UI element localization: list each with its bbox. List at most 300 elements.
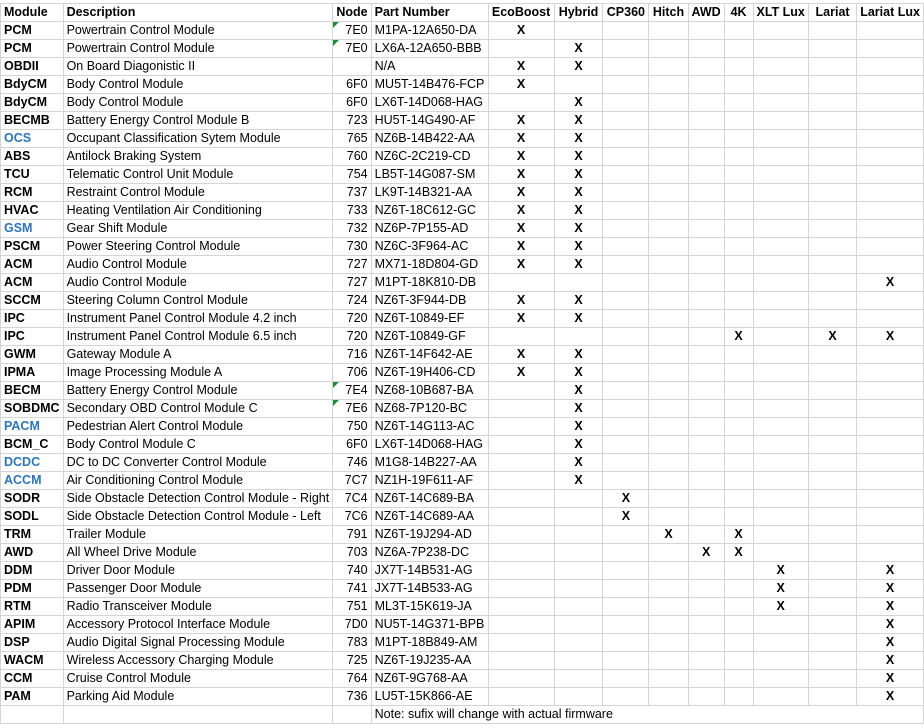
part-number-cell[interactable] bbox=[371, 562, 488, 580]
module-cell[interactable] bbox=[1, 652, 64, 670]
node-cell[interactable] bbox=[333, 112, 371, 130]
description-cell[interactable] bbox=[63, 238, 333, 256]
hybrid-cell[interactable] bbox=[554, 652, 603, 670]
ecoboost-cell[interactable] bbox=[488, 22, 554, 40]
hybrid-cell[interactable] bbox=[554, 130, 603, 148]
cp360-cell[interactable] bbox=[603, 274, 649, 292]
hybrid-cell[interactable] bbox=[554, 400, 603, 418]
node-cell[interactable] bbox=[333, 580, 371, 598]
part-number-cell[interactable] bbox=[371, 112, 488, 130]
description-cell[interactable] bbox=[63, 130, 333, 148]
lariat-lux-cell[interactable] bbox=[857, 166, 924, 184]
cp360-cell[interactable] bbox=[603, 688, 649, 706]
column-header-description[interactable]: Description bbox=[63, 4, 333, 22]
node-cell[interactable] bbox=[333, 202, 371, 220]
xlt-lux-cell[interactable] bbox=[753, 364, 808, 382]
4k-cell[interactable] bbox=[724, 130, 753, 148]
4k-cell[interactable] bbox=[724, 472, 753, 490]
hybrid-cell[interactable] bbox=[554, 454, 603, 472]
awd-cell[interactable] bbox=[688, 652, 724, 670]
part-number-cell[interactable] bbox=[371, 508, 488, 526]
xlt-lux-cell[interactable] bbox=[753, 256, 808, 274]
ecoboost-cell[interactable] bbox=[488, 220, 554, 238]
lariat-cell[interactable] bbox=[808, 634, 856, 652]
ecoboost-cell[interactable] bbox=[488, 562, 554, 580]
module-cell[interactable] bbox=[1, 184, 64, 202]
cp360-cell[interactable] bbox=[603, 526, 649, 544]
empty-cell[interactable] bbox=[333, 706, 371, 724]
description-cell[interactable] bbox=[63, 544, 333, 562]
module-cell[interactable] bbox=[1, 22, 64, 40]
hitch-cell[interactable] bbox=[649, 328, 688, 346]
node-cell[interactable] bbox=[333, 274, 371, 292]
node-cell[interactable] bbox=[333, 508, 371, 526]
awd-cell[interactable] bbox=[688, 256, 724, 274]
hitch-cell[interactable] bbox=[649, 94, 688, 112]
hitch-cell[interactable] bbox=[649, 238, 688, 256]
lariat-lux-cell[interactable] bbox=[857, 436, 924, 454]
node-cell[interactable] bbox=[333, 634, 371, 652]
awd-cell[interactable] bbox=[688, 148, 724, 166]
description-cell[interactable] bbox=[63, 148, 333, 166]
hybrid-cell[interactable] bbox=[554, 148, 603, 166]
4k-cell[interactable] bbox=[724, 652, 753, 670]
hitch-cell[interactable] bbox=[649, 526, 688, 544]
cp360-cell[interactable] bbox=[603, 634, 649, 652]
lariat-lux-cell[interactable] bbox=[857, 184, 924, 202]
column-header-xlt-lux[interactable]: XLT Lux bbox=[753, 4, 808, 22]
ecoboost-cell[interactable] bbox=[488, 202, 554, 220]
lariat-cell[interactable] bbox=[808, 670, 856, 688]
cp360-cell[interactable] bbox=[603, 202, 649, 220]
module-cell[interactable] bbox=[1, 76, 64, 94]
description-cell[interactable] bbox=[63, 220, 333, 238]
part-number-cell[interactable] bbox=[371, 400, 488, 418]
description-cell[interactable] bbox=[63, 346, 333, 364]
node-cell[interactable] bbox=[333, 562, 371, 580]
4k-cell[interactable] bbox=[724, 328, 753, 346]
node-cell[interactable] bbox=[333, 490, 371, 508]
hitch-cell[interactable] bbox=[649, 418, 688, 436]
awd-cell[interactable] bbox=[688, 112, 724, 130]
xlt-lux-cell[interactable] bbox=[753, 40, 808, 58]
column-header-cp360[interactable]: CP360 bbox=[603, 4, 649, 22]
part-number-cell[interactable] bbox=[371, 454, 488, 472]
lariat-cell[interactable] bbox=[808, 40, 856, 58]
lariat-cell[interactable] bbox=[808, 346, 856, 364]
ecoboost-cell[interactable] bbox=[488, 382, 554, 400]
column-header-module[interactable]: Module bbox=[1, 4, 64, 22]
part-number-cell[interactable] bbox=[371, 256, 488, 274]
ecoboost-cell[interactable] bbox=[488, 364, 554, 382]
xlt-lux-cell[interactable] bbox=[753, 508, 808, 526]
lariat-cell[interactable] bbox=[808, 76, 856, 94]
4k-cell[interactable] bbox=[724, 598, 753, 616]
lariat-cell[interactable] bbox=[808, 400, 856, 418]
module-cell[interactable] bbox=[1, 634, 64, 652]
lariat-lux-cell[interactable] bbox=[857, 634, 924, 652]
hybrid-cell[interactable] bbox=[554, 526, 603, 544]
xlt-lux-cell[interactable] bbox=[753, 652, 808, 670]
module-cell[interactable] bbox=[1, 364, 64, 382]
lariat-lux-cell[interactable] bbox=[857, 292, 924, 310]
hybrid-cell[interactable] bbox=[554, 382, 603, 400]
lariat-cell[interactable] bbox=[808, 562, 856, 580]
awd-cell[interactable] bbox=[688, 436, 724, 454]
node-cell[interactable] bbox=[333, 58, 371, 76]
4k-cell[interactable] bbox=[724, 544, 753, 562]
cp360-cell[interactable] bbox=[603, 436, 649, 454]
lariat-cell[interactable] bbox=[808, 22, 856, 40]
hybrid-cell[interactable] bbox=[554, 544, 603, 562]
4k-cell[interactable] bbox=[724, 418, 753, 436]
column-header-hybrid[interactable]: Hybrid bbox=[554, 4, 603, 22]
ecoboost-cell[interactable] bbox=[488, 634, 554, 652]
node-cell[interactable] bbox=[333, 40, 371, 58]
node-cell[interactable] bbox=[333, 688, 371, 706]
part-number-cell[interactable] bbox=[371, 616, 488, 634]
lariat-lux-cell[interactable] bbox=[857, 472, 924, 490]
cp360-cell[interactable] bbox=[603, 670, 649, 688]
awd-cell[interactable] bbox=[688, 580, 724, 598]
hitch-cell[interactable] bbox=[649, 490, 688, 508]
4k-cell[interactable] bbox=[724, 436, 753, 454]
ecoboost-cell[interactable] bbox=[488, 418, 554, 436]
ecoboost-cell[interactable] bbox=[488, 454, 554, 472]
ecoboost-cell[interactable] bbox=[488, 472, 554, 490]
module-cell[interactable] bbox=[1, 40, 64, 58]
awd-cell[interactable] bbox=[688, 22, 724, 40]
module-cell[interactable] bbox=[1, 472, 64, 490]
description-cell[interactable] bbox=[63, 58, 333, 76]
4k-cell[interactable] bbox=[724, 490, 753, 508]
cp360-cell[interactable] bbox=[603, 400, 649, 418]
ecoboost-cell[interactable] bbox=[488, 436, 554, 454]
xlt-lux-cell[interactable] bbox=[753, 274, 808, 292]
ecoboost-cell[interactable] bbox=[488, 40, 554, 58]
part-number-cell[interactable] bbox=[371, 94, 488, 112]
node-cell[interactable] bbox=[333, 616, 371, 634]
lariat-cell[interactable] bbox=[808, 616, 856, 634]
xlt-lux-cell[interactable] bbox=[753, 598, 808, 616]
description-cell[interactable] bbox=[63, 526, 333, 544]
cp360-cell[interactable] bbox=[603, 22, 649, 40]
4k-cell[interactable] bbox=[724, 274, 753, 292]
module-cell[interactable] bbox=[1, 544, 64, 562]
hitch-cell[interactable] bbox=[649, 436, 688, 454]
4k-cell[interactable] bbox=[724, 202, 753, 220]
module-cell[interactable] bbox=[1, 400, 64, 418]
ecoboost-cell[interactable] bbox=[488, 544, 554, 562]
awd-cell[interactable] bbox=[688, 346, 724, 364]
ecoboost-cell[interactable] bbox=[488, 76, 554, 94]
awd-cell[interactable] bbox=[688, 184, 724, 202]
cp360-cell[interactable] bbox=[603, 94, 649, 112]
4k-cell[interactable] bbox=[724, 220, 753, 238]
cp360-cell[interactable] bbox=[603, 508, 649, 526]
node-cell[interactable] bbox=[333, 346, 371, 364]
4k-cell[interactable] bbox=[724, 292, 753, 310]
ecoboost-cell[interactable] bbox=[488, 328, 554, 346]
awd-cell[interactable] bbox=[688, 364, 724, 382]
xlt-lux-cell[interactable] bbox=[753, 688, 808, 706]
hybrid-cell[interactable] bbox=[554, 490, 603, 508]
column-header-lariat-lux[interactable]: Lariat Lux bbox=[857, 4, 924, 22]
cp360-cell[interactable] bbox=[603, 112, 649, 130]
lariat-cell[interactable] bbox=[808, 472, 856, 490]
part-number-cell[interactable] bbox=[371, 130, 488, 148]
lariat-lux-cell[interactable] bbox=[857, 22, 924, 40]
node-cell[interactable] bbox=[333, 544, 371, 562]
lariat-cell[interactable] bbox=[808, 274, 856, 292]
xlt-lux-cell[interactable] bbox=[753, 580, 808, 598]
cp360-cell[interactable] bbox=[603, 346, 649, 364]
lariat-cell[interactable] bbox=[808, 238, 856, 256]
lariat-cell[interactable] bbox=[808, 544, 856, 562]
awd-cell[interactable] bbox=[688, 616, 724, 634]
module-cell[interactable] bbox=[1, 238, 64, 256]
awd-cell[interactable] bbox=[688, 58, 724, 76]
xlt-lux-cell[interactable] bbox=[753, 454, 808, 472]
hybrid-cell[interactable] bbox=[554, 94, 603, 112]
lariat-cell[interactable] bbox=[808, 256, 856, 274]
description-cell[interactable] bbox=[63, 634, 333, 652]
part-number-cell[interactable] bbox=[371, 598, 488, 616]
lariat-cell[interactable] bbox=[808, 58, 856, 76]
node-cell[interactable] bbox=[333, 238, 371, 256]
awd-cell[interactable] bbox=[688, 274, 724, 292]
awd-cell[interactable] bbox=[688, 562, 724, 580]
awd-cell[interactable] bbox=[688, 76, 724, 94]
ecoboost-cell[interactable] bbox=[488, 598, 554, 616]
description-cell[interactable] bbox=[63, 688, 333, 706]
lariat-cell[interactable] bbox=[808, 418, 856, 436]
hybrid-cell[interactable] bbox=[554, 40, 603, 58]
node-cell[interactable] bbox=[333, 184, 371, 202]
lariat-lux-cell[interactable] bbox=[857, 598, 924, 616]
column-header-awd[interactable]: AWD bbox=[688, 4, 724, 22]
description-cell[interactable] bbox=[63, 616, 333, 634]
hybrid-cell[interactable] bbox=[554, 598, 603, 616]
awd-cell[interactable] bbox=[688, 544, 724, 562]
module-cell[interactable] bbox=[1, 670, 64, 688]
part-number-cell[interactable] bbox=[371, 202, 488, 220]
xlt-lux-cell[interactable] bbox=[753, 400, 808, 418]
part-number-cell[interactable] bbox=[371, 148, 488, 166]
hybrid-cell[interactable] bbox=[554, 472, 603, 490]
hybrid-cell[interactable] bbox=[554, 112, 603, 130]
lariat-cell[interactable] bbox=[808, 364, 856, 382]
hybrid-cell[interactable] bbox=[554, 202, 603, 220]
lariat-lux-cell[interactable] bbox=[857, 346, 924, 364]
description-cell[interactable] bbox=[63, 436, 333, 454]
lariat-cell[interactable] bbox=[808, 580, 856, 598]
lariat-cell[interactable] bbox=[808, 220, 856, 238]
ecoboost-cell[interactable] bbox=[488, 166, 554, 184]
awd-cell[interactable] bbox=[688, 382, 724, 400]
lariat-lux-cell[interactable] bbox=[857, 76, 924, 94]
lariat-cell[interactable] bbox=[808, 112, 856, 130]
xlt-lux-cell[interactable] bbox=[753, 526, 808, 544]
node-cell[interactable] bbox=[333, 22, 371, 40]
part-number-cell[interactable] bbox=[371, 166, 488, 184]
xlt-lux-cell[interactable] bbox=[753, 238, 808, 256]
lariat-lux-cell[interactable] bbox=[857, 526, 924, 544]
cp360-cell[interactable] bbox=[603, 454, 649, 472]
awd-cell[interactable] bbox=[688, 526, 724, 544]
hybrid-cell[interactable] bbox=[554, 76, 603, 94]
hitch-cell[interactable] bbox=[649, 22, 688, 40]
hybrid-cell[interactable] bbox=[554, 688, 603, 706]
module-cell[interactable] bbox=[1, 580, 64, 598]
cp360-cell[interactable] bbox=[603, 130, 649, 148]
node-cell[interactable] bbox=[333, 418, 371, 436]
4k-cell[interactable] bbox=[724, 148, 753, 166]
part-number-cell[interactable] bbox=[371, 490, 488, 508]
node-cell[interactable] bbox=[333, 436, 371, 454]
lariat-cell[interactable] bbox=[808, 202, 856, 220]
hybrid-cell[interactable] bbox=[554, 166, 603, 184]
lariat-cell[interactable] bbox=[808, 598, 856, 616]
awd-cell[interactable] bbox=[688, 418, 724, 436]
awd-cell[interactable] bbox=[688, 238, 724, 256]
xlt-lux-cell[interactable] bbox=[753, 634, 808, 652]
node-cell[interactable] bbox=[333, 382, 371, 400]
awd-cell[interactable] bbox=[688, 454, 724, 472]
description-cell[interactable] bbox=[63, 202, 333, 220]
hitch-cell[interactable] bbox=[649, 274, 688, 292]
awd-cell[interactable] bbox=[688, 400, 724, 418]
description-cell[interactable] bbox=[63, 382, 333, 400]
ecoboost-cell[interactable] bbox=[488, 400, 554, 418]
hybrid-cell[interactable] bbox=[554, 670, 603, 688]
hitch-cell[interactable] bbox=[649, 256, 688, 274]
hitch-cell[interactable] bbox=[649, 652, 688, 670]
cp360-cell[interactable] bbox=[603, 598, 649, 616]
hybrid-cell[interactable] bbox=[554, 364, 603, 382]
4k-cell[interactable] bbox=[724, 22, 753, 40]
hitch-cell[interactable] bbox=[649, 508, 688, 526]
part-number-cell[interactable] bbox=[371, 76, 488, 94]
part-number-cell[interactable] bbox=[371, 40, 488, 58]
hitch-cell[interactable] bbox=[649, 544, 688, 562]
hitch-cell[interactable] bbox=[649, 76, 688, 94]
awd-cell[interactable] bbox=[688, 220, 724, 238]
xlt-lux-cell[interactable] bbox=[753, 166, 808, 184]
hybrid-cell[interactable] bbox=[554, 580, 603, 598]
node-cell[interactable] bbox=[333, 292, 371, 310]
description-cell[interactable] bbox=[63, 400, 333, 418]
ecoboost-cell[interactable] bbox=[488, 688, 554, 706]
hitch-cell[interactable] bbox=[649, 40, 688, 58]
cp360-cell[interactable] bbox=[603, 310, 649, 328]
lariat-lux-cell[interactable] bbox=[857, 58, 924, 76]
hybrid-cell[interactable] bbox=[554, 292, 603, 310]
lariat-lux-cell[interactable] bbox=[857, 454, 924, 472]
description-cell[interactable] bbox=[63, 22, 333, 40]
awd-cell[interactable] bbox=[688, 130, 724, 148]
xlt-lux-cell[interactable] bbox=[753, 472, 808, 490]
ecoboost-cell[interactable] bbox=[488, 526, 554, 544]
lariat-cell[interactable] bbox=[808, 130, 856, 148]
hitch-cell[interactable] bbox=[649, 292, 688, 310]
ecoboost-cell[interactable] bbox=[488, 148, 554, 166]
description-cell[interactable] bbox=[63, 490, 333, 508]
ecoboost-cell[interactable] bbox=[488, 94, 554, 112]
description-cell[interactable] bbox=[63, 670, 333, 688]
lariat-lux-cell[interactable] bbox=[857, 274, 924, 292]
module-cell[interactable] bbox=[1, 166, 64, 184]
node-cell[interactable] bbox=[333, 652, 371, 670]
node-cell[interactable] bbox=[333, 220, 371, 238]
lariat-cell[interactable] bbox=[808, 184, 856, 202]
part-number-cell[interactable] bbox=[371, 472, 488, 490]
4k-cell[interactable] bbox=[724, 94, 753, 112]
xlt-lux-cell[interactable] bbox=[753, 94, 808, 112]
part-number-cell[interactable] bbox=[371, 292, 488, 310]
awd-cell[interactable] bbox=[688, 688, 724, 706]
part-number-cell[interactable] bbox=[371, 328, 488, 346]
part-number-cell[interactable] bbox=[371, 238, 488, 256]
cp360-cell[interactable] bbox=[603, 562, 649, 580]
module-cell[interactable] bbox=[1, 310, 64, 328]
xlt-lux-cell[interactable] bbox=[753, 328, 808, 346]
module-cell[interactable] bbox=[1, 490, 64, 508]
hitch-cell[interactable] bbox=[649, 202, 688, 220]
hybrid-cell[interactable] bbox=[554, 274, 603, 292]
module-cell[interactable] bbox=[1, 94, 64, 112]
lariat-cell[interactable] bbox=[808, 328, 856, 346]
hitch-cell[interactable] bbox=[649, 130, 688, 148]
cp360-cell[interactable] bbox=[603, 58, 649, 76]
lariat-lux-cell[interactable] bbox=[857, 580, 924, 598]
ecoboost-cell[interactable] bbox=[488, 256, 554, 274]
hitch-cell[interactable] bbox=[649, 634, 688, 652]
lariat-lux-cell[interactable] bbox=[857, 418, 924, 436]
cp360-cell[interactable] bbox=[603, 76, 649, 94]
xlt-lux-cell[interactable] bbox=[753, 310, 808, 328]
hitch-cell[interactable] bbox=[649, 598, 688, 616]
description-cell[interactable] bbox=[63, 292, 333, 310]
lariat-cell[interactable] bbox=[808, 436, 856, 454]
cp360-cell[interactable] bbox=[603, 148, 649, 166]
module-cell[interactable] bbox=[1, 220, 64, 238]
hitch-cell[interactable] bbox=[649, 400, 688, 418]
part-number-cell[interactable] bbox=[371, 382, 488, 400]
hybrid-cell[interactable] bbox=[554, 184, 603, 202]
lariat-lux-cell[interactable] bbox=[857, 562, 924, 580]
description-cell[interactable] bbox=[63, 454, 333, 472]
column-header-part-number[interactable]: Part Number bbox=[371, 4, 488, 22]
hybrid-cell[interactable] bbox=[554, 238, 603, 256]
xlt-lux-cell[interactable] bbox=[753, 22, 808, 40]
cp360-cell[interactable] bbox=[603, 256, 649, 274]
description-cell[interactable] bbox=[63, 112, 333, 130]
module-cell[interactable] bbox=[1, 346, 64, 364]
ecoboost-cell[interactable] bbox=[488, 346, 554, 364]
4k-cell[interactable] bbox=[724, 364, 753, 382]
ecoboost-cell[interactable] bbox=[488, 274, 554, 292]
lariat-lux-cell[interactable] bbox=[857, 652, 924, 670]
description-cell[interactable] bbox=[63, 328, 333, 346]
node-cell[interactable] bbox=[333, 310, 371, 328]
xlt-lux-cell[interactable] bbox=[753, 220, 808, 238]
lariat-cell[interactable] bbox=[808, 148, 856, 166]
hybrid-cell[interactable] bbox=[554, 58, 603, 76]
cp360-cell[interactable] bbox=[603, 40, 649, 58]
part-number-cell[interactable] bbox=[371, 22, 488, 40]
cp360-cell[interactable] bbox=[603, 292, 649, 310]
